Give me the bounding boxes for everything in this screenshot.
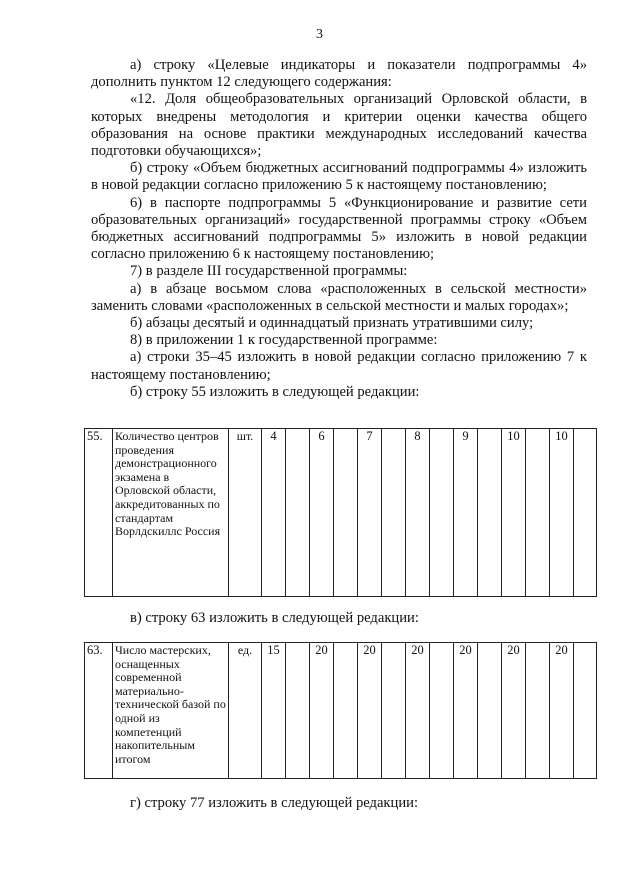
value-cell xyxy=(430,643,454,779)
value-cell xyxy=(478,429,502,597)
value-cell xyxy=(526,429,550,597)
row-number: 63. xyxy=(85,643,113,779)
value-cell xyxy=(382,429,406,597)
value-cell: 7 xyxy=(358,429,382,597)
paragraph: 7) в разделе III государственной программы: xyxy=(130,263,408,280)
value-cell xyxy=(286,429,310,597)
paragraph: 8) в приложении 1 к государственной программе: xyxy=(130,332,438,349)
paragraph: 6) в паспорте подпрограммы 5 «Функционирование и развитие сети образовательных организаций» государственной программы строку «Объем бюджетных ассигнований подпрограммы 5» изложить в новой редакции согласно приложению 6 к настоящему постановлению; xyxy=(91,194,587,263)
value-cell xyxy=(430,429,454,597)
value-cell: 20 xyxy=(358,643,382,779)
value-cell: 4 xyxy=(262,429,286,597)
value-cell: 20 xyxy=(502,643,526,779)
paragraph: а) в абзаце восьмом слова «расположенных в сельской местности» заменить словами «расположенных в сельской местности и малых городах»; xyxy=(91,280,587,314)
value-cell xyxy=(286,643,310,779)
paragraph: г) строку 77 изложить в следующей редакции: xyxy=(130,795,418,811)
table-row-55 xyxy=(84,428,597,597)
value-cell: 20 xyxy=(406,643,430,779)
paragraph: в) строку 63 изложить в следующей редакции: xyxy=(130,610,419,626)
paragraph: «12. Доля общеобразовательных организаций Орловской области, в которых внедрены методология и критерии оценки качества общего образования на основе практики международных исследований качества подготовки обучающихся»; xyxy=(91,91,587,160)
value-cell xyxy=(526,643,550,779)
unit-cell: ед. xyxy=(229,643,262,779)
value-cell: 10 xyxy=(502,429,526,597)
value-cell: 20 xyxy=(310,643,334,779)
unit-cell: шт. xyxy=(229,429,262,597)
paragraph: б) абзацы десятый и одиннадцатый признать утратившими силу; xyxy=(130,315,534,332)
table-row-63 xyxy=(84,642,597,779)
amendment-text xyxy=(91,57,587,401)
paragraph: б) строку «Объем бюджетных ассигнований подпрограммы 4» изложить в новой редакции согласно приложению 5 к настоящему постановлению; xyxy=(91,160,587,194)
value-cell xyxy=(382,643,406,779)
page-number: 3 xyxy=(316,27,323,42)
value-cell: 20 xyxy=(550,643,574,779)
value-cell xyxy=(334,429,358,597)
indicator-name: Число мастерских, оснащенных современной материально-технической базой по одной из компетенций накопительным итогом xyxy=(113,643,229,779)
paragraph: а) строки 35–45 изложить в новой редакции согласно приложению 7 к настоящему постановлению; xyxy=(91,349,587,383)
value-cell xyxy=(334,643,358,779)
value-cell xyxy=(574,643,597,779)
indicator-name: Количество центров проведения демонстрационного экзамена в Орловской области, аккредитованных по стандартам Ворлдскиллс Россия xyxy=(113,429,229,597)
value-cell: 20 xyxy=(454,643,478,779)
value-cell xyxy=(478,643,502,779)
value-cell: 8 xyxy=(406,429,430,597)
value-cell: 15 xyxy=(262,643,286,779)
paragraph: а) строку «Целевые индикаторы и показатели подпрограммы 4» дополнить пунктом 12 следующего содержания: xyxy=(91,57,587,91)
row-number: 55. xyxy=(85,429,113,597)
value-cell: 6 xyxy=(310,429,334,597)
value-cell: 10 xyxy=(550,429,574,597)
value-cell: 9 xyxy=(454,429,478,597)
value-cell xyxy=(574,429,597,597)
paragraph: б) строку 55 изложить в следующей редакции: xyxy=(130,383,420,400)
